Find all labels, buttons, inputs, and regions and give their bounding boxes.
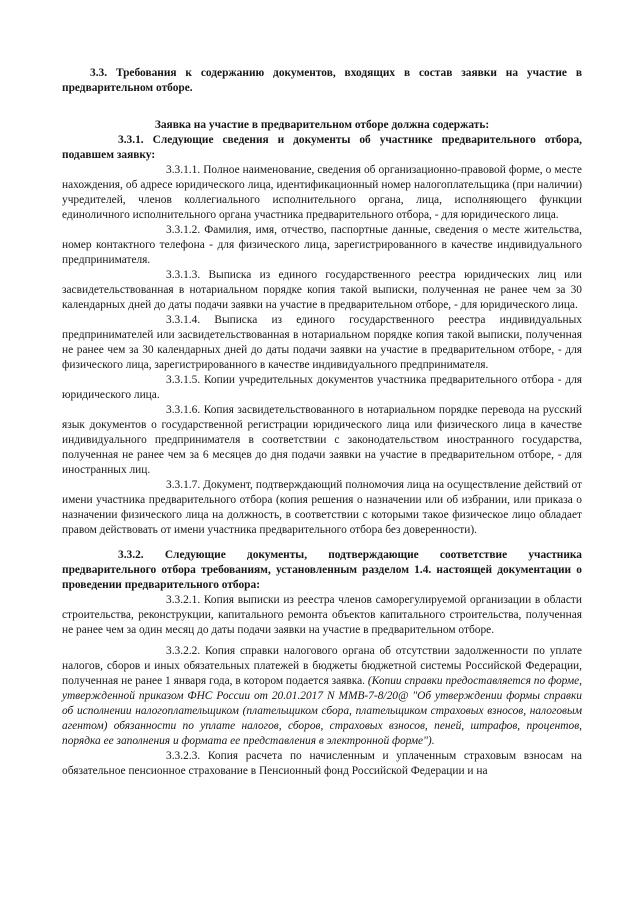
paragraph-text: Копия расчета по начисленным и уплаченным страховым взносам на обязательное пенсионное страхование в Пенсионный фонд Российской Федерации и на	[62, 750, 582, 777]
subsection-number: 3.3.1.	[118, 134, 144, 146]
subsection-3-3-1-heading	[62, 133, 582, 163]
paragraph-3-3-1-4	[62, 313, 582, 373]
paragraph-text: Копия справки налогового органа об отсутствии задолженности по уплате налогов, сборов и иных обязательных платежей в бюджеты бюджетной системы Российской Федерации, полученная не ранее 1 января года, в котором подается заявка.	[62, 645, 582, 687]
paragraph-number: 3.3.1.2.	[166, 224, 201, 236]
paragraph-3-3-2-1	[62, 593, 582, 638]
paragraph-text: Документ, подтверждающий полномочия лица на осуществление действий от имени участника предварительного отбора (копия решения о назначении или об избрании, или приказа о назначении физического лица на должность, в соответствии с которыми такое физическое лицо обладает правом действовать от имени участника предварительного отбора без доверенности).	[62, 479, 582, 536]
paragraph-text: Копии учредительных документов участника предварительного отбора - для юридического лица.	[62, 374, 582, 401]
paragraph-number: 3.3.1.4.	[166, 314, 201, 326]
paragraph-number: 3.3.2.2.	[166, 645, 201, 657]
paragraph-text: Полное наименование, сведения об организационно-правовой форме, о месте нахождения, об адресе юридического лица, идентификационный номер налогоплательщика (при наличии) учредителей, членов коллегиального исполнительного органа, лица, исполняющего функции единоличного исполнительного органа участника предварительного отбора, - для юридического лица.	[62, 164, 582, 221]
paragraph-3-3-1-3	[62, 268, 582, 313]
paragraph-3-3-2-2	[62, 644, 582, 749]
section-title: 3.3. Требования к содержанию документов, входящих в состав заявки на участие в предварительном отборе.	[62, 67, 582, 94]
paragraph-3-3-1-7	[62, 478, 582, 538]
subsection-title: Следующие сведения и документы об участнике предварительного отбора, подавшем заявку:	[62, 134, 582, 161]
subsection-number: 3.3.2.	[118, 549, 144, 561]
paragraph-3-3-1-1	[62, 163, 582, 223]
paragraph-number: 3.3.1.6.	[166, 404, 201, 416]
paragraph-number: 3.3.2.3.	[166, 750, 201, 762]
subsection-title: Следующие документы, подтверждающие соответствие участника предварительного отбора требованиям, установленным разделом 1.4. настоящей документации о проведении предварительного отбора:	[62, 549, 582, 591]
paragraph-number: 3.3.1.1.	[166, 164, 201, 176]
paragraph-text: Выписка из единого государственного реестра индивидуальных предпринимателей или засвидетельствованная в нотариальном порядке копия такой выписки, полученная не ранее чем за 30 календарных дней до даты подачи заявки на участие в предварительном отборе, - для физического лица, зарегистрированного в качестве индивидуального предпринимателя.	[62, 314, 582, 371]
document-body	[62, 66, 582, 779]
paragraph-3-3-1-5	[62, 373, 582, 403]
paragraph-number: 3.3.2.1.	[166, 594, 201, 606]
paragraph-text: Копия засвидетельствованного в нотариальном порядке перевода на русский язык документов о государственной регистрации юридического лица или физического лица в качестве индивидуального предпринимателя в соответствии с законодательством иностранного государства, полученная не ранее чем за 6 месяцев до дня подачи заявки на участие в предварительном отборе, - для иностранных лиц.	[62, 404, 582, 476]
paragraph-number: 3.3.1.3.	[166, 269, 201, 281]
paragraph-3-3-2-3	[62, 749, 582, 779]
paragraph-text: Фамилия, имя, отчество, паспортные данные, сведения о месте жительства, номер контактного телефона - для физического лица, зарегистрированного в качестве индивидуального предпринимателя.	[62, 224, 582, 266]
paragraph-number: 3.3.1.5.	[166, 374, 201, 386]
intro-heading: Заявка на участие в предварительном отборе должна содержать:	[154, 119, 490, 131]
paragraph-3-3-1-2	[62, 223, 582, 268]
subsection-3-3-2-heading	[62, 548, 582, 593]
paragraph-note: (Копии справки предоставляется по форме, утвержденной приказом ФНС России от 20.01.2017 N ММВ-7-8/20@ "Об утверждении формы справки об исполнении налогоплательщиком (плательщиком сбора, плательщиком страховых взносов, налоговым агентом) обязанности по уплате налогов, сборов, страховых взносов, пеней, штрафов, процентов, порядка ее заполнения и формата ее представления в электронной форме").	[62, 675, 582, 747]
paragraph-number: 3.3.1.7.	[166, 479, 201, 491]
paragraph-text: Копия выписки из реестра членов саморегулируемой организации в области строительства, реконструкции, капитального ремонта объектов капитального строительства, полученная не ранее чем за один месяц до даты подачи заявки на участие в предварительном отборе.	[62, 594, 582, 636]
paragraph-3-3-1-6	[62, 403, 582, 478]
paragraph-text: Выписка из единого государственного реестра юридических лиц или засвидетельствованная в нотариальном порядке копия такой выписки, полученная не ранее чем за 30 календарных дней до даты подачи заявки на участие в предварительном отборе, - для юридического лица.	[62, 269, 582, 311]
